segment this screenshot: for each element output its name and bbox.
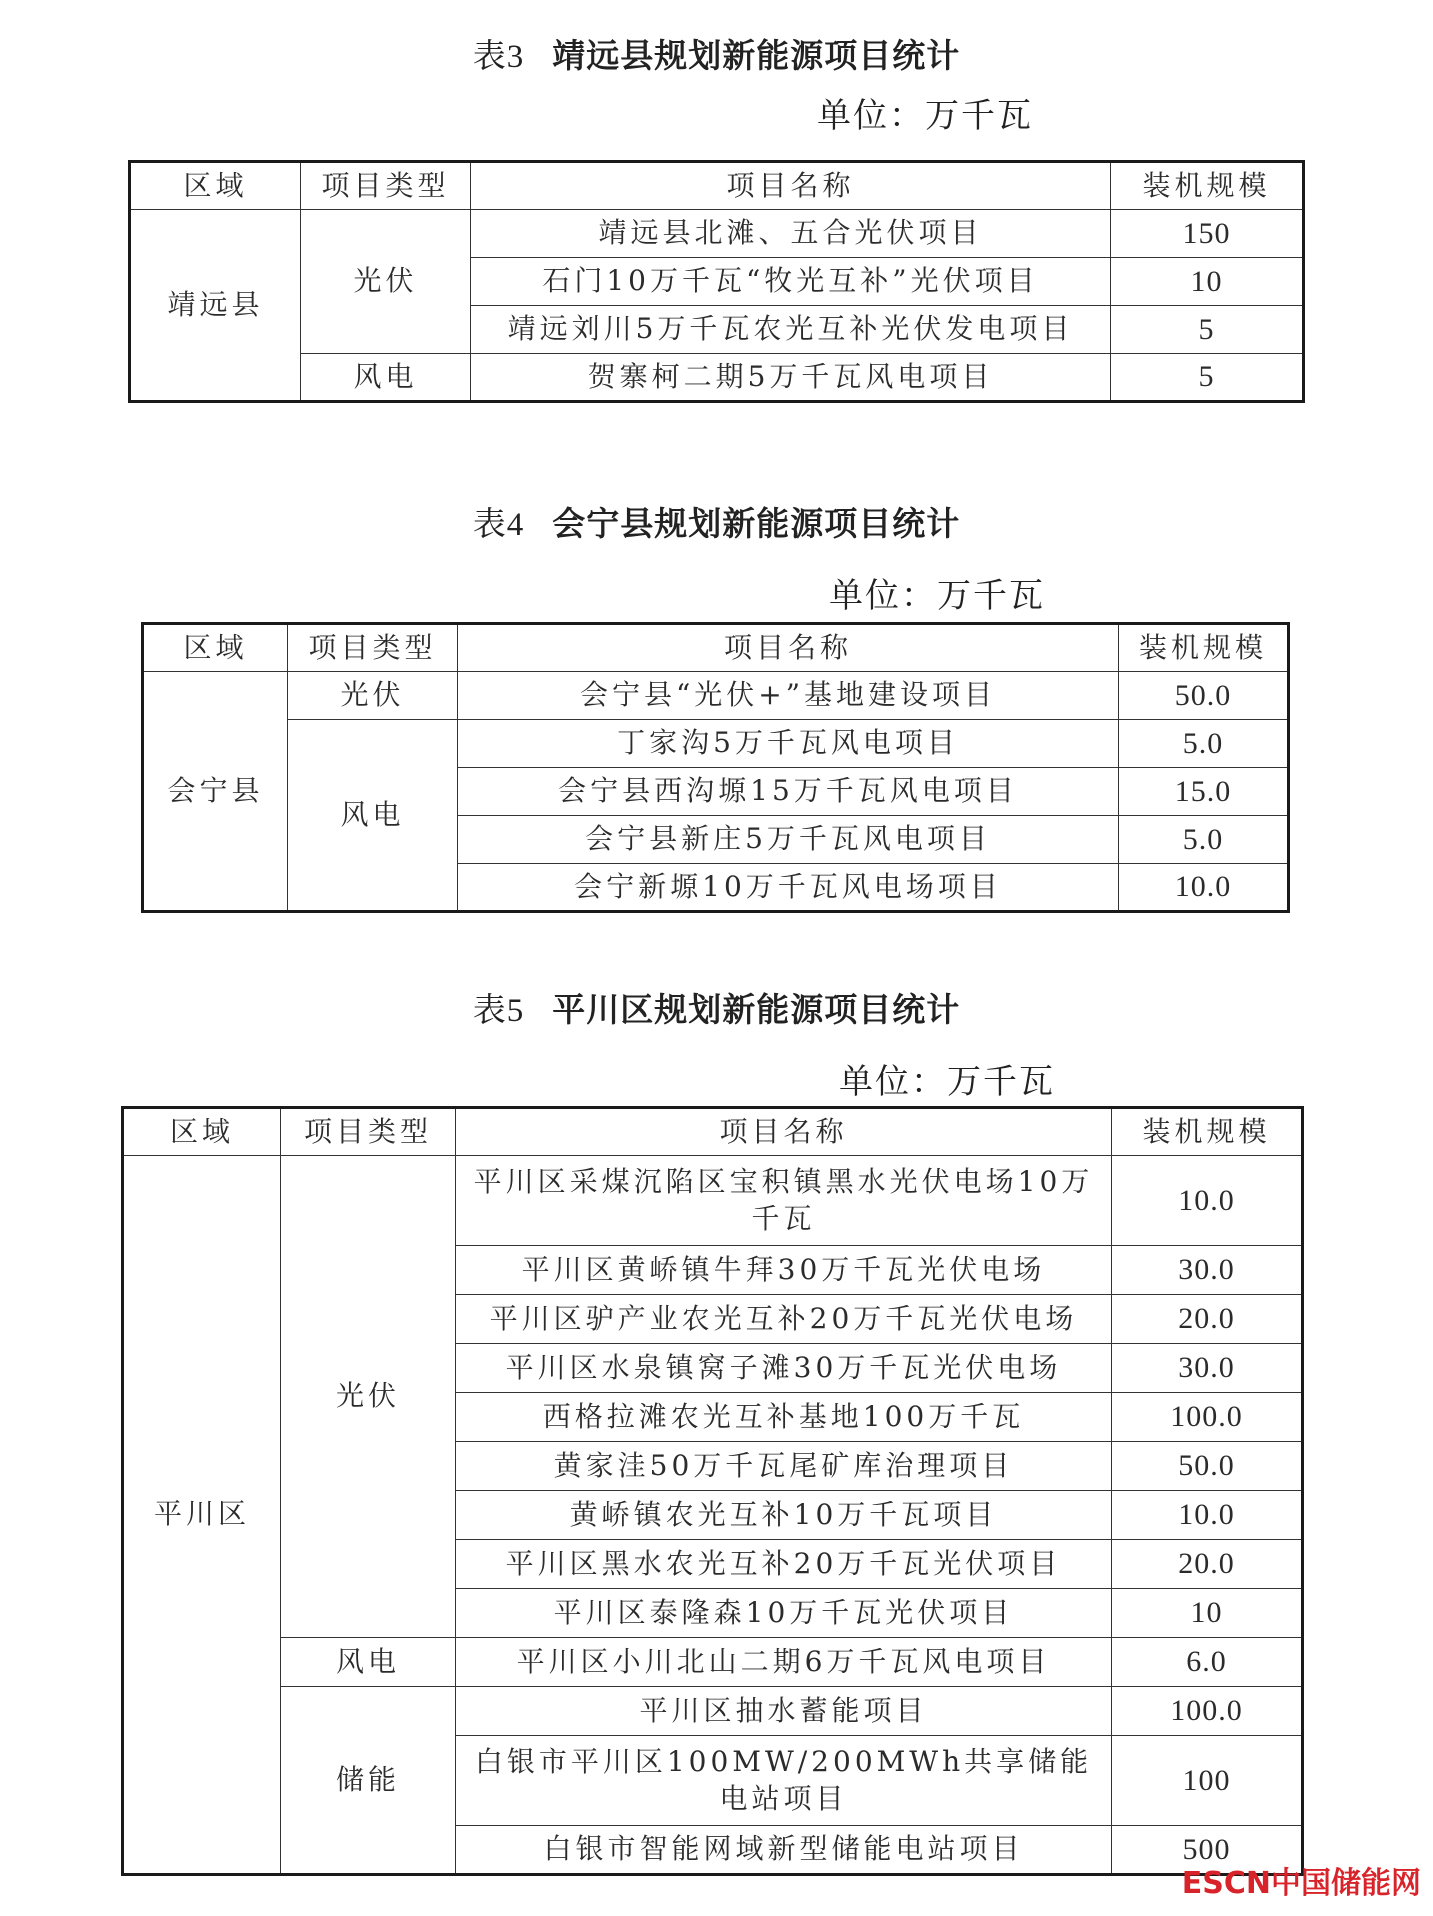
type-cell: 光伏 bbox=[288, 672, 458, 720]
header-type: 项目类型 bbox=[281, 1108, 456, 1156]
project-scale: 10.0 bbox=[1119, 864, 1289, 912]
table5-caption bbox=[0, 984, 1433, 1031]
watermark-logo: ESCN中国储能网 bbox=[1181, 1866, 1421, 1901]
project-scale: 50.0 bbox=[1119, 672, 1289, 720]
project-scale: 50.0 bbox=[1112, 1442, 1303, 1491]
unit-label: 单位：万千瓦 bbox=[829, 576, 1045, 616]
project-name: 平川区驴产业农光互补20万千瓦光伏电场 bbox=[456, 1295, 1112, 1344]
project-scale: 100.0 bbox=[1112, 1687, 1303, 1736]
project-name: 黄家洼50万千瓦尾矿库治理项目 bbox=[456, 1442, 1112, 1491]
header-region: 区域 bbox=[130, 162, 301, 210]
table-title: 会宁县规划新能源项目统计 bbox=[552, 504, 961, 543]
header-region: 区域 bbox=[143, 624, 288, 672]
header-type: 项目类型 bbox=[301, 162, 471, 210]
project-name: 白银市智能网域新型储能电站项目 bbox=[456, 1826, 1112, 1875]
project-scale: 5.0 bbox=[1119, 720, 1289, 768]
table4 bbox=[141, 622, 1290, 913]
project-name: 贺寨柯二期5万千瓦风电项目 bbox=[471, 354, 1111, 402]
project-scale: 30.0 bbox=[1112, 1344, 1303, 1393]
header-name: 项目名称 bbox=[471, 162, 1111, 210]
unit-label: 单位：万千瓦 bbox=[817, 96, 1033, 136]
project-name: 平川区小川北山二期6万千瓦风电项目 bbox=[456, 1638, 1112, 1687]
table-title: 平川区规划新能源项目统计 bbox=[552, 990, 961, 1029]
header-region: 区域 bbox=[123, 1108, 281, 1156]
type-cell: 光伏 bbox=[301, 210, 471, 354]
table5 bbox=[121, 1106, 1304, 1876]
project-scale: 10.0 bbox=[1112, 1156, 1303, 1246]
project-scale: 10 bbox=[1111, 258, 1304, 306]
table4-caption bbox=[0, 498, 1433, 545]
project-name: 平川区泰隆森10万千瓦光伏项目 bbox=[456, 1589, 1112, 1638]
header-scale: 装机规模 bbox=[1112, 1108, 1303, 1156]
project-scale: 5.0 bbox=[1119, 816, 1289, 864]
type-cell: 光伏 bbox=[281, 1156, 456, 1638]
table-title: 靖远县规划新能源项目统计 bbox=[552, 36, 961, 75]
project-name: 石门10万千瓦“牧光互补”光伏项目 bbox=[471, 258, 1111, 306]
project-name: 平川区水泉镇窝子滩30万千瓦光伏电场 bbox=[456, 1344, 1112, 1393]
project-scale: 30.0 bbox=[1112, 1246, 1303, 1295]
project-name: 平川区黑水农光互补20万千瓦光伏项目 bbox=[456, 1540, 1112, 1589]
table3-caption bbox=[0, 30, 1433, 77]
table-label: 表4 bbox=[472, 507, 525, 543]
header-name: 项目名称 bbox=[458, 624, 1119, 672]
type-cell: 风电 bbox=[288, 720, 458, 912]
project-scale: 20.0 bbox=[1112, 1540, 1303, 1589]
project-scale: 6.0 bbox=[1112, 1638, 1303, 1687]
unit-label: 单位：万千瓦 bbox=[839, 1062, 1055, 1102]
project-name: 会宁县“光伏+”基地建设项目 bbox=[458, 672, 1119, 720]
project-name: 黄峤镇农光互补10万千瓦项目 bbox=[456, 1491, 1112, 1540]
project-scale: 5 bbox=[1111, 354, 1304, 402]
region-cell: 靖远县 bbox=[130, 210, 301, 402]
project-name: 会宁新塬10万千瓦风电场项目 bbox=[458, 864, 1119, 912]
project-scale: 150 bbox=[1111, 210, 1304, 258]
type-cell: 风电 bbox=[281, 1638, 456, 1687]
project-scale: 500 bbox=[1112, 1826, 1303, 1875]
project-scale: 10 bbox=[1112, 1589, 1303, 1638]
header-scale: 装机规模 bbox=[1111, 162, 1304, 210]
project-name: 会宁县西沟塬15万千瓦风电项目 bbox=[458, 768, 1119, 816]
project-scale: 15.0 bbox=[1119, 768, 1289, 816]
project-scale: 10.0 bbox=[1112, 1491, 1303, 1540]
project-name: 平川区黄峤镇牛拜30万千瓦光伏电场 bbox=[456, 1246, 1112, 1295]
table-label: 表3 bbox=[472, 39, 525, 75]
project-name: 平川区抽水蓄能项目 bbox=[456, 1687, 1112, 1736]
header-type: 项目类型 bbox=[288, 624, 458, 672]
project-scale: 100.0 bbox=[1112, 1393, 1303, 1442]
project-name: 靖远县北滩、五合光伏项目 bbox=[471, 210, 1111, 258]
project-name: 西格拉滩农光互补基地100万千瓦 bbox=[456, 1393, 1112, 1442]
project-name: 白银市平川区100MW/200MWh共享储能电站项目 bbox=[456, 1736, 1112, 1826]
header-scale: 装机规模 bbox=[1119, 624, 1289, 672]
table3 bbox=[128, 160, 1305, 403]
region-cell: 会宁县 bbox=[143, 672, 288, 912]
type-cell: 风电 bbox=[301, 354, 471, 402]
project-name: 靖远刘川5万千瓦农光互补光伏发电项目 bbox=[471, 306, 1111, 354]
project-name: 丁家沟5万千瓦风电项目 bbox=[458, 720, 1119, 768]
table-label: 表5 bbox=[472, 993, 525, 1029]
project-scale: 5 bbox=[1111, 306, 1304, 354]
project-name: 平川区采煤沉陷区宝积镇黑水光伏电场10万千瓦 bbox=[456, 1156, 1112, 1246]
project-scale: 20.0 bbox=[1112, 1295, 1303, 1344]
project-name: 会宁县新庄5万千瓦风电项目 bbox=[458, 816, 1119, 864]
project-scale: 100 bbox=[1112, 1736, 1303, 1826]
region-cell: 平川区 bbox=[123, 1156, 281, 1875]
type-cell: 储能 bbox=[281, 1687, 456, 1875]
header-name: 项目名称 bbox=[456, 1108, 1112, 1156]
